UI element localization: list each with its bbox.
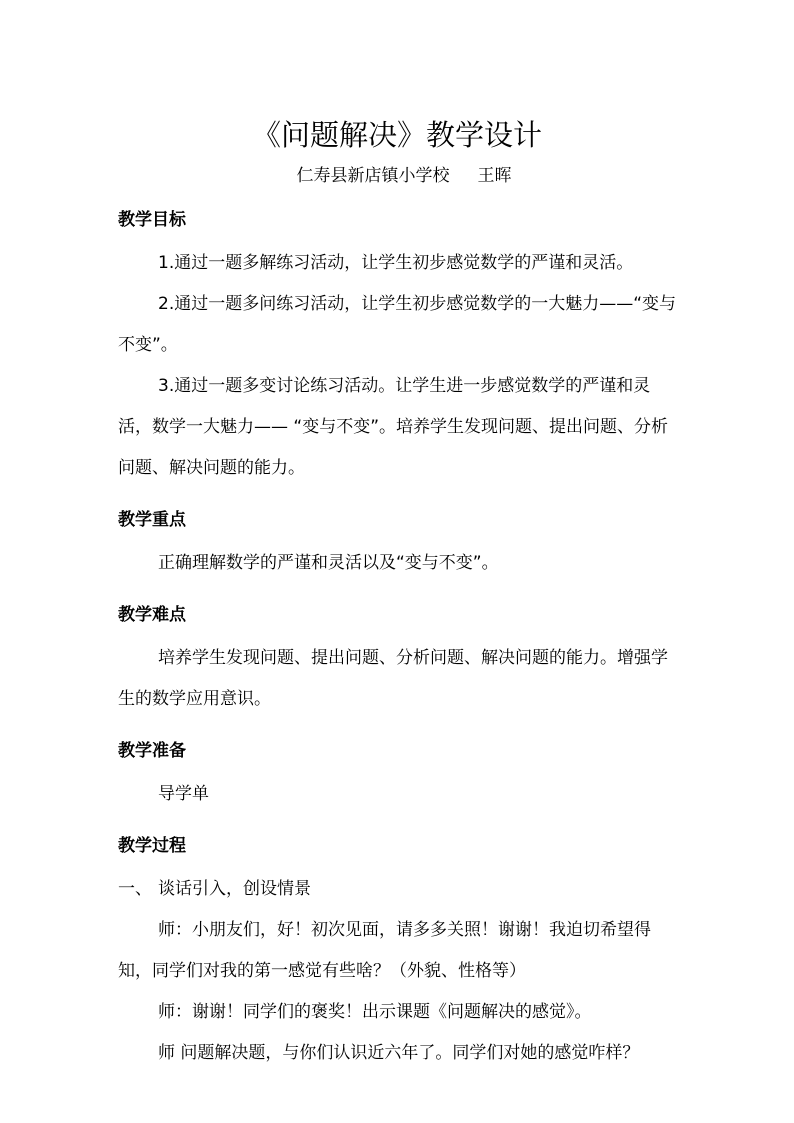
process-paragraph-3: 师 问题解决题，与你们认识近六年了。同学们对她的感觉咋样？: [158, 1043, 640, 1063]
key-points-text: 正确理解数学的严谨和灵活以及“变与不变”。: [158, 553, 499, 573]
goal-item-2: 2.通过一题多问练习活动，让学生初步感觉数学的一大魅力——“变与不变”。: [118, 294, 677, 355]
process-step-1-title: 谈话引入，创设情景: [158, 879, 311, 899]
author-line: [0, 163, 794, 189]
goal-item-3: 3.通过一题多变讨论练习活动。让学生进一步感觉数学的严谨和灵活，数学一大魅力—— “变与不变”。培养学生发现问题、提出问题、分析问题、解决问题的能力。: [118, 376, 669, 478]
process-step-1: [118, 869, 678, 910]
heading-key-points: 教学重点: [118, 510, 186, 530]
difficulties-text: 培养学生发现问题、提出问题、分析问题、解决问题的能力。增强学生的数学应用意识。: [118, 648, 668, 709]
process-paragraph-1: 师：小朋友们，好！初次见面，请多多关照！谢谢！我迫切希望得知，同学们对我的第一感觉有些啥？（外貌、性格等）: [118, 920, 651, 981]
process-step-1-number: 一、: [118, 879, 152, 899]
goal-item-1: 1.通过一题多解练习活动，让学生初步感觉数学的严谨和灵活。: [158, 253, 634, 273]
heading-preparation: 教学准备: [118, 741, 186, 761]
heading-difficulties: 教学难点: [118, 605, 186, 625]
author-school: 仁寿县新店镇小学校: [296, 166, 450, 186]
preparation-text: 导学单: [158, 784, 209, 804]
heading-process: 教学过程: [118, 836, 186, 856]
document-body: [118, 205, 678, 1074]
document-title: 《问题解决》教学设计: [251, 118, 542, 152]
heading-goals: 教学目标: [118, 210, 186, 230]
author-name: 王晖: [477, 166, 512, 186]
process-paragraph-2: 师：谢谢！同学们的褒奖！出示课题《问题解决的感觉》。: [158, 1002, 592, 1022]
